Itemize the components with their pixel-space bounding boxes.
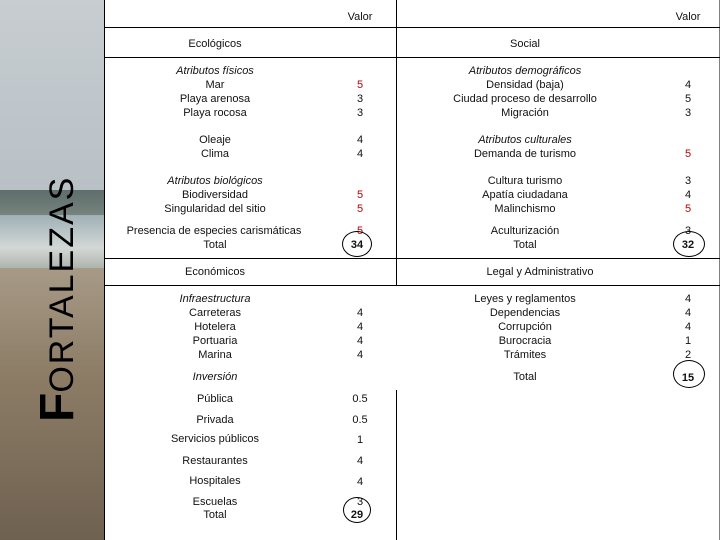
- econ-total-value: 29: [350, 509, 364, 521]
- econ-value-privada: 0.5: [352, 414, 368, 426]
- econ-item-hotelera: Hotelera: [194, 321, 236, 333]
- eco-item-biodiversidad: Biodiversidad: [181, 189, 249, 201]
- eco-value-singularidad: 5: [356, 203, 364, 215]
- eco-item-playa-arenosa: Playa arenosa: [179, 93, 251, 105]
- soc-value-demanda: 5: [684, 148, 692, 160]
- legal-item-tramites: Trámites: [503, 349, 547, 361]
- soc-item-densidad: Densidad (baja): [486, 79, 564, 91]
- eco-value-arenosa: 3: [356, 93, 364, 105]
- econ-item-publica: Pública: [196, 393, 234, 405]
- eco-value-bio: 5: [356, 189, 364, 201]
- eco-total-label: Total: [203, 239, 227, 251]
- inversion-title: Inversión: [192, 371, 238, 383]
- econ-value-marina: 4: [356, 349, 364, 361]
- econ-value-hospitales: 4: [356, 476, 364, 488]
- eco-value-mar: 5: [356, 79, 364, 91]
- eco-item-playa-rocosa: Playa rocosa: [183, 107, 247, 119]
- page-title: FORTALEZAS: [31, 175, 84, 422]
- fisicos-title: Atributos físicos: [176, 65, 254, 77]
- soc-total-value: 32: [681, 239, 695, 251]
- econ-item-servicios: Servicios públicos: [170, 433, 260, 445]
- social-header: Social: [510, 38, 540, 50]
- eco-item-clima: Clima: [200, 148, 230, 160]
- soc-value-malinchismo: 5: [684, 203, 692, 215]
- value-header-right: Valor: [675, 11, 701, 23]
- eco-value-presencia: 5: [356, 225, 364, 237]
- cult-title: Atributos culturales: [478, 134, 572, 146]
- econ-item-portuaria: Portuaria: [192, 335, 238, 347]
- econ-item-carreteras: Carreteras: [189, 307, 241, 319]
- soc-item-malinchismo: Malinchismo: [494, 203, 556, 215]
- econ-item-privada: Privada: [196, 414, 234, 426]
- econ-value-publica: 0.5: [352, 393, 368, 405]
- bio-title: Atributos biológicos: [167, 175, 263, 187]
- eco-value-clima: 4: [356, 148, 364, 160]
- infra-title: Infraestructura: [179, 293, 251, 305]
- legal-value-leyes: 4: [684, 293, 692, 305]
- legal-value-burocracia: 1: [684, 335, 692, 347]
- econ-item-escuelas: Escuelas: [192, 496, 238, 508]
- econ-value-portuaria: 4: [356, 335, 364, 347]
- econ-value-hotelera: 4: [356, 321, 364, 333]
- soc-value-acult: 3: [684, 225, 692, 237]
- eco-value-oleaje: 4: [356, 134, 364, 146]
- ecologicos-header: Ecológicos: [188, 38, 242, 50]
- demo-title: Atributos demográficos: [468, 65, 582, 77]
- legal-value-tramites: 2: [684, 349, 692, 361]
- econ-item-hospitales: Hospitales: [189, 475, 241, 487]
- econ-item-restaurantes: Restaurantes: [182, 455, 248, 467]
- soc-item-ciudad: Ciudad proceso de desarrollo: [453, 93, 597, 105]
- eco-total-value: 34: [350, 239, 364, 251]
- soc-item-acult: Aculturización: [490, 225, 560, 237]
- soc-value-cultura: 3: [684, 175, 692, 187]
- eco-item-mar: Mar: [205, 79, 225, 91]
- soc-item-apatia: Apatía ciudadana: [482, 189, 568, 201]
- value-header-left: Valor: [347, 11, 373, 23]
- soc-value-migracion: 3: [684, 107, 692, 119]
- legal-item-dependencias: Dependencias: [489, 307, 561, 319]
- soc-item-cultura: Cultura turismo: [487, 175, 563, 187]
- eco-item-singularidad: Singularidad del sitio: [164, 203, 266, 215]
- legal-total-value: 15: [681, 372, 695, 384]
- econ-value-escuelas: 3: [356, 496, 364, 508]
- soc-value-ciudad: 5: [684, 93, 692, 105]
- legal-item-leyes: Leyes y reglamentos: [474, 293, 576, 305]
- eco-item-presencia: Presencia de especies carismáticas: [126, 225, 302, 237]
- legal-header: Legal y Administrativo: [486, 266, 594, 278]
- legal-total-label: Total: [513, 371, 537, 383]
- soc-item-migracion: Migración: [501, 107, 549, 119]
- econ-total-label: Total: [203, 509, 227, 521]
- econ-value-servicios: 1: [356, 434, 364, 446]
- legal-item-burocracia: Burocracia: [498, 335, 552, 347]
- soc-item-demanda: Demanda de turismo: [473, 148, 577, 160]
- econ-item-marina: Marina: [198, 349, 232, 361]
- legal-item-corrupcion: Corrupción: [498, 321, 552, 333]
- eco-item-oleaje: Oleaje: [199, 134, 231, 146]
- econ-value-restaurantes: 4: [356, 455, 364, 467]
- soc-value-apatia: 4: [684, 189, 692, 201]
- economicos-header: Económicos: [185, 266, 245, 278]
- legal-value-dependencias: 4: [684, 307, 692, 319]
- soc-total-label: Total: [513, 239, 537, 251]
- eco-value-rocosa: 3: [356, 107, 364, 119]
- legal-value-corrupcion: 4: [684, 321, 692, 333]
- soc-value-densidad: 4: [684, 79, 692, 91]
- econ-value-carreteras: 4: [356, 307, 364, 319]
